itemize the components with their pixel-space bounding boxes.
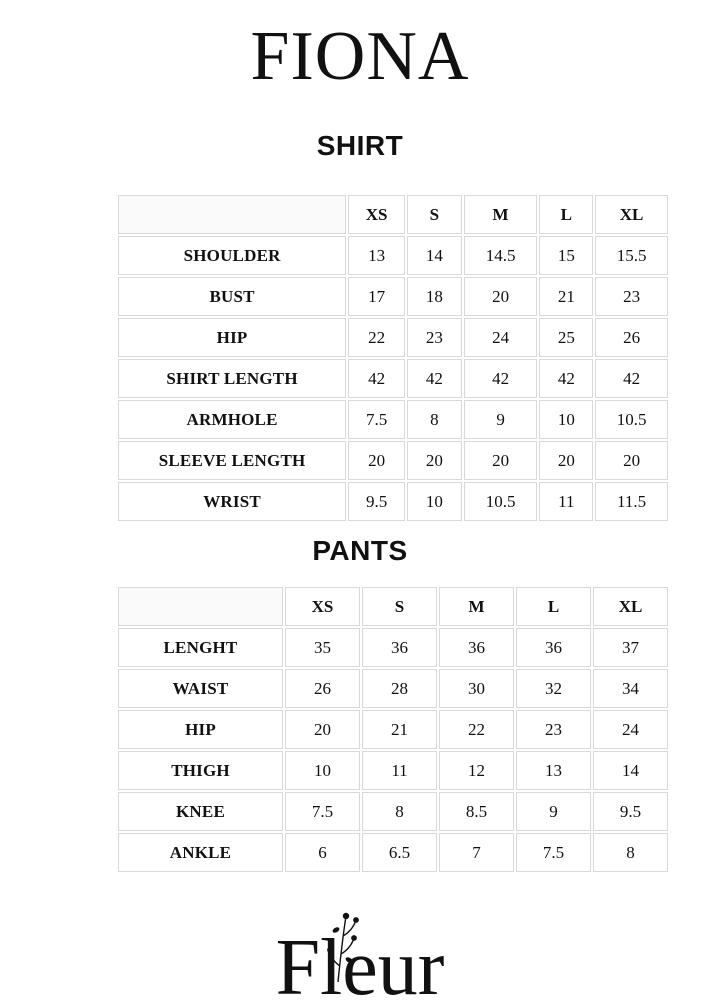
measurement-value: 9 — [516, 792, 591, 831]
table-row — [118, 277, 668, 316]
header-corner — [118, 587, 283, 626]
measurement-value: 8 — [407, 400, 462, 439]
shirt-heading: SHIRT — [316, 130, 404, 161]
measurement-label: WAIST — [118, 669, 283, 708]
measurement-label: SHOULDER — [118, 236, 346, 275]
measurement-value: 6 — [285, 833, 360, 872]
measurement-label: HIP — [118, 710, 283, 749]
table-row — [118, 792, 668, 831]
header-corner — [118, 195, 346, 234]
table-row — [118, 400, 668, 439]
measurement-label: SHIRT LENGTH — [118, 359, 346, 398]
table-row — [118, 441, 668, 480]
measurement-value: 9.5 — [593, 792, 668, 831]
measurement-value: 37 — [593, 628, 668, 667]
table-row — [118, 318, 668, 357]
measurement-value: 10 — [407, 482, 462, 521]
measurement-value: 24 — [593, 710, 668, 749]
measurement-label: KNEE — [118, 792, 283, 831]
measurement-value: 18 — [407, 277, 462, 316]
measurement-value: 36 — [362, 628, 437, 667]
table-row — [118, 236, 668, 275]
measurement-value: 8 — [362, 792, 437, 831]
measurement-value: 11 — [539, 482, 593, 521]
table-row — [118, 482, 668, 521]
measurement-value: 8 — [593, 833, 668, 872]
measurement-value: 10.5 — [464, 482, 538, 521]
measurement-value: 42 — [348, 359, 405, 398]
shirt-size-table — [116, 193, 670, 523]
measurement-value: 42 — [407, 359, 462, 398]
measurement-value: 42 — [595, 359, 668, 398]
size-header: XL — [595, 195, 668, 234]
size-header: XL — [593, 587, 668, 626]
measurement-value: 21 — [539, 277, 593, 316]
measurement-value: 42 — [539, 359, 593, 398]
measurement-value: 30 — [439, 669, 514, 708]
measurement-label: WRIST — [118, 482, 346, 521]
measurement-value: 42 — [464, 359, 538, 398]
size-header: S — [362, 587, 437, 626]
measurement-value: 7.5 — [348, 400, 405, 439]
measurement-value: 17 — [348, 277, 405, 316]
measurement-value: 35 — [285, 628, 360, 667]
measurement-label: THIGH — [118, 751, 283, 790]
measurement-value: 11.5 — [595, 482, 668, 521]
table-row — [118, 710, 668, 749]
measurement-value: 14 — [593, 751, 668, 790]
measurement-value: 20 — [464, 441, 538, 480]
measurement-value: 13 — [516, 751, 591, 790]
measurement-value: 12 — [439, 751, 514, 790]
measurement-value: 20 — [539, 441, 593, 480]
measurement-label: ARMHOLE — [118, 400, 346, 439]
measurement-value: 10 — [285, 751, 360, 790]
measurement-value: 23 — [516, 710, 591, 749]
measurement-value: 10 — [539, 400, 593, 439]
measurement-value: 26 — [285, 669, 360, 708]
measurement-value: 20 — [285, 710, 360, 749]
measurement-value: 15.5 — [595, 236, 668, 275]
measurement-value: 9.5 — [348, 482, 405, 521]
measurement-value: 36 — [439, 628, 514, 667]
measurement-value: 24 — [464, 318, 538, 357]
measurement-value: 25 — [539, 318, 593, 357]
measurement-value: 32 — [516, 669, 591, 708]
measurement-value: 7.5 — [285, 792, 360, 831]
measurement-value: 20 — [464, 277, 538, 316]
measurement-value: 14.5 — [464, 236, 538, 275]
shirt-table-body — [118, 236, 668, 521]
measurement-label: HIP — [118, 318, 346, 357]
table-row — [118, 628, 668, 667]
size-header: L — [516, 587, 591, 626]
measurement-value: 22 — [348, 318, 405, 357]
table-row — [118, 359, 668, 398]
pants-size-table — [116, 585, 670, 874]
measurement-value: 36 — [516, 628, 591, 667]
measurement-label: ANKLE — [118, 833, 283, 872]
size-header: L — [539, 195, 593, 234]
fleur-logo-text: Fleur — [275, 924, 445, 998]
measurement-value: 11 — [362, 751, 437, 790]
measurement-value: 7.5 — [516, 833, 591, 872]
table-row — [118, 833, 668, 872]
measurement-value: 23 — [595, 277, 668, 316]
measurement-value: 20 — [595, 441, 668, 480]
measurement-value: 6.5 — [362, 833, 437, 872]
table-header-row — [118, 587, 668, 626]
size-header: M — [464, 195, 538, 234]
measurement-value: 28 — [362, 669, 437, 708]
measurement-value: 22 — [439, 710, 514, 749]
measurement-value: 8.5 — [439, 792, 514, 831]
measurement-value: 20 — [348, 441, 405, 480]
measurement-value: 14 — [407, 236, 462, 275]
size-header: S — [407, 195, 462, 234]
pants-heading: PANTS — [312, 535, 408, 566]
measurement-value: 20 — [407, 441, 462, 480]
measurement-value: 21 — [362, 710, 437, 749]
size-header: M — [439, 587, 514, 626]
pants-table-body — [118, 628, 668, 872]
measurement-value: 23 — [407, 318, 462, 357]
measurement-value: 7 — [439, 833, 514, 872]
measurement-label: SLEEVE LENGTH — [118, 441, 346, 480]
measurement-value: 26 — [595, 318, 668, 357]
brand-title: FIONA — [250, 18, 470, 95]
measurement-label: LENGHT — [118, 628, 283, 667]
measurement-value: 15 — [539, 236, 593, 275]
table-header-row — [118, 195, 668, 234]
size-header: XS — [285, 587, 360, 626]
measurement-value: 10.5 — [595, 400, 668, 439]
measurement-value: 13 — [348, 236, 405, 275]
measurement-value: 9 — [464, 400, 538, 439]
size-header: XS — [348, 195, 405, 234]
table-row — [118, 751, 668, 790]
fleur-logo — [0, 912, 720, 998]
measurement-label: BUST — [118, 277, 346, 316]
table-row — [118, 669, 668, 708]
measurement-value: 34 — [593, 669, 668, 708]
